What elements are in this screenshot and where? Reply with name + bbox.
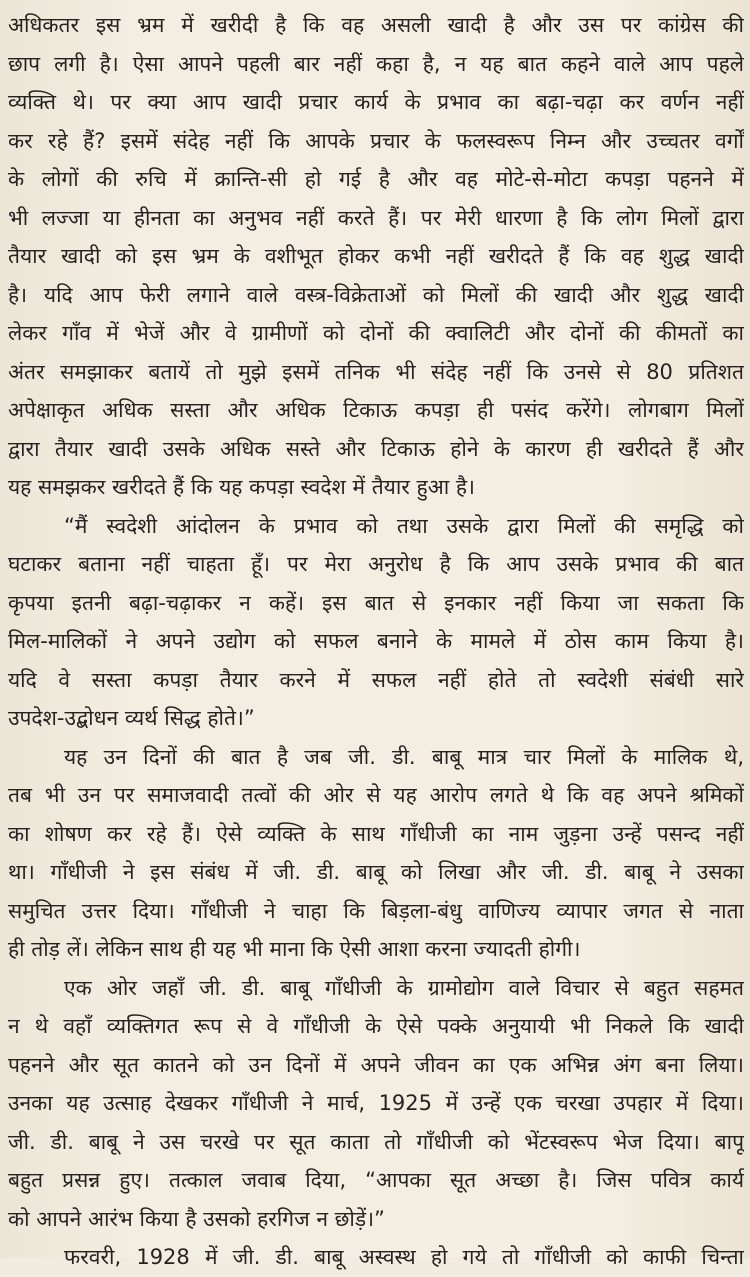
paragraph-four-mills [8,738,744,969]
text-line: बहुत प्रसन्न हुए। तत्काल जवाब दिया, “आपका सूत अच्छा है। जिस पवित्र कार्य [8,1168,744,1192]
text-line: एक ओर जहाँ जी. डी. बाबू गाँधीजी के ग्रामोद्योग वाले विचार से बहुत सहमत [64,975,744,1000]
text-line: उपदेश-उद्बोधन व्यर्थ सिद्ध होते।” [8,706,255,730]
text-line: के लोगों की रुचि में क्रान्ति-सी हो गई है और वह मोटे-से-मोटा कपड़ा पहनने में [8,167,744,191]
text-line: यह समझकर खरीदते हैं कि यह कपड़ा स्वदेश में तैयार हुआ है। [8,475,475,499]
text-line: का शोषण कर रहे हैं। ऐसे व्यक्ति के साथ गाँधीजी का नाम जुड़ना उन्हें पसन्द नहीं [8,821,744,846]
text-line: लेकर गाँव में भेजें और वे ग्रामीणों को दोनों की क्वालिटी और दोनों की कीमतों का [8,321,744,345]
text-line: जी. डी. बाबू ने उस चरखे पर सूत काता तो गाँधीजी को भेंटस्वरूप भेज दिया। बापू [8,1129,744,1154]
text-line: द्वारा तैयार खादी उसके अधिक सस्ते और टिकाऊ होने के कारण ही खरीदते हैं और [8,436,744,461]
text-line: था। गाँधीजी ने इस संबंध में जी. डी. बाबू को लिखा और जी. डी. बाबू ने उसका [8,860,744,884]
text-line: तैयार खादी को इस भ्रम के वशीभूत होकर कभी नहीं खरीदते हैं कि वह शुद्ध खादी [8,244,744,268]
text-line: पहनने और सूत कातने को उन दिनों में अपने जीवन का एक अभिन्न अंग बना लिया। [8,1052,744,1077]
text-line: घटाकर बताना नहीं चाहता हूँ। पर मेरा अनुरोध है कि आप उसके प्रभाव की बात [8,552,744,576]
text-line: तब भी उन पर समाजवादी तत्वों की ओर से यह आरोप लगते थे कि वह अपने श्रमिकों [8,783,744,807]
text-line: व्यक्ति थे। पर क्या आप खादी प्रचार कार्य के प्रभाव का बढ़ा-चढ़ा कर वर्णन नहीं [8,90,744,114]
text-line: छाप लगी है। ऐसा आपने पहली बार नहीं कहा है, न यह बात कहने वाले आप पहले [8,51,744,76]
text-line: उनका यह उत्साह देखकर गाँधीजी ने मार्च, 1925 में उन्हें एक चरखा उपहार में दिया। [8,1091,744,1115]
text-line: अपेक्षाकृत अधिक सस्ता और अधिक टिकाऊ कपड़ा ही पसंद करेंगे। लोगबाग मिलों [8,398,744,422]
text-line: न थे वहाँ व्यक्तिगत रूप से वे गाँधीजी के ऐसे पक्के अनुयायी भी निकले कि खादी [8,1014,744,1038]
text-line: कृपया इतनी बढ़ा-चढ़ाकर न कहें। इस बात से इनकार नहीं किया जा सकता कि [8,590,744,615]
text-line: अंतर समझाकर बतायें तो मुझे इसमें तनिक भी संदेह नहीं कि उनसे से 80 प्रतिशत [8,359,744,384]
text-line: यह उन दिनों की बात है जब जी. डी. बाबू मात्र चार मिलों के मालिक थे, [64,744,744,769]
text-line: कर रहे हैं? इसमें संदेह नहीं कि आपके प्रचार के फलस्वरूप निम्न और उच्चतर वर्गों [8,128,744,153]
text-line: भी लज्जा या हीनता का अनुभव नहीं करते हैं। पर मेरी धारणा है कि लोग मिलों द्वारा [8,205,744,230]
text-line: मिल-मालिकों ने अपने उद्योग को सफल बनाने के मामले में ठोस काम किया है। [8,629,744,653]
text-line: “मैं स्वदेशी आंदोलन के प्रभाव को तथा उसके द्वारा मिलों की समृद्धि को [64,513,744,538]
body-text [8,6,744,1277]
paragraph-charkha-gift [8,969,744,1239]
paragraph-february-1928 [8,1238,744,1277]
text-line: है। यदि आप फेरी लगाने वाले वस्त्र-विक्रेताओं को मिलों की खादी और शुद्ध खादी [8,282,744,307]
text-line: यदि वे सस्ता कपड़ा तैयार करने में सफल नहीं होते तो स्वदेशी संबंधी सारे [8,667,744,692]
text-line: ही तोड़ लें। लेकिन साथ ही यह भी माना कि ऐसी आशा करना ज्यादती होगी। [8,937,581,961]
paragraph-khadi-letter [8,6,744,507]
text-line: फरवरी, 1928 में जी. डी. बाबू अस्वस्थ हो गये तो गाँधीजी को काफी चिन्ता [64,1245,744,1269]
text-line: अधिकतर इस भ्रम में खरीदी है कि वह असली खादी है और उस पर कांग्रेस की [8,13,744,37]
text-line: समुचित उत्तर दिया। गाँधीजी ने चाहा कि बिड़ला-बंधु वाणिज्य व्यापार जगत से नाता [8,898,744,923]
paragraph-swadeshi-quote [8,507,744,738]
text-line: को आपने आरंभ किया है उसको हरगिज न छोड़ें।” [8,1206,385,1231]
